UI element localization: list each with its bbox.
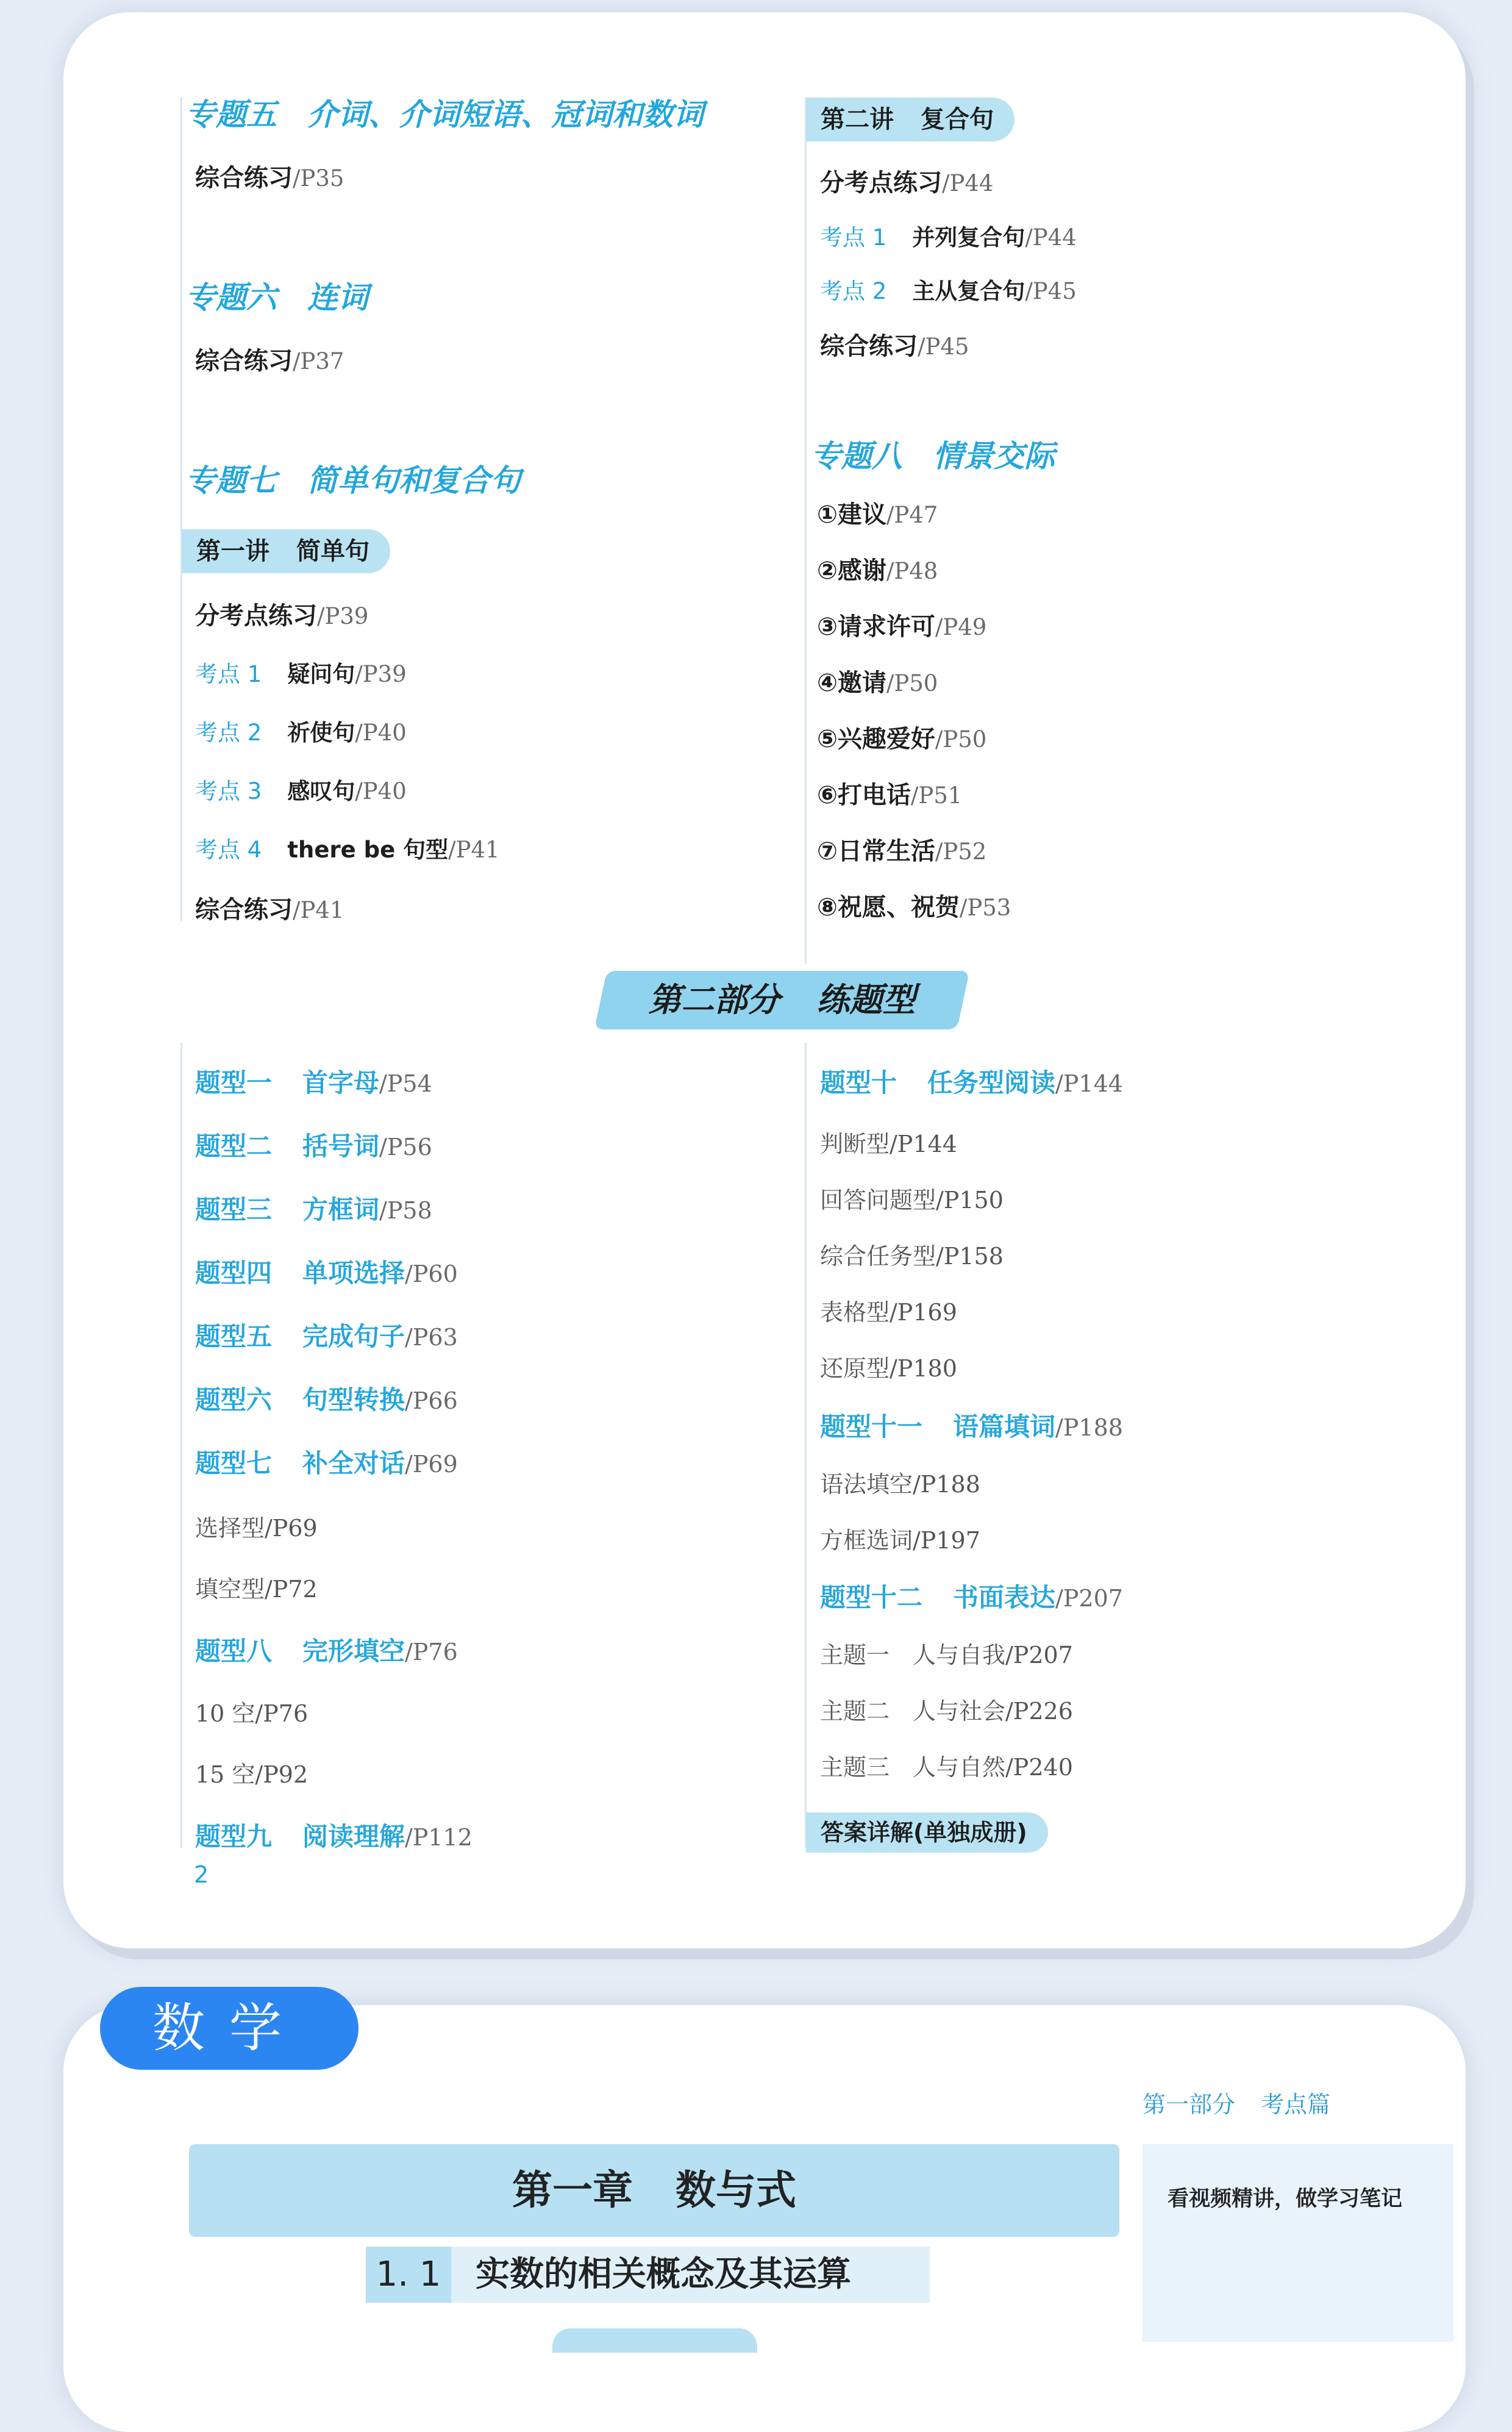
entry-page: /P48 bbox=[886, 558, 938, 584]
lecture-title: 简单句 bbox=[296, 537, 369, 565]
video-note-panel bbox=[1143, 2144, 1453, 2342]
scene-name: ⑧祝愿、祝贺 bbox=[817, 893, 960, 921]
entry-page: /P45 bbox=[1025, 278, 1077, 304]
entry-page: /P50 bbox=[886, 670, 938, 696]
subject-tab-math[interactable]: 数学 bbox=[100, 1987, 358, 2070]
entry-page: /P58 bbox=[379, 1197, 432, 1224]
chapter-title: 数与式 bbox=[676, 2167, 796, 2214]
toc-entry-scene[interactable] bbox=[817, 893, 1011, 923]
point-label: 考点 4 bbox=[195, 837, 262, 863]
question-type-label bbox=[820, 1412, 1055, 1442]
entry-page: /P44 bbox=[942, 170, 994, 196]
part-2-banner[interactable] bbox=[601, 971, 963, 1029]
topic-label: 专题八 bbox=[811, 438, 902, 474]
question-type-heading[interactable] bbox=[195, 1822, 472, 1852]
banner-title: 练题型 bbox=[816, 981, 916, 1019]
entry-label: 综合练习 bbox=[195, 164, 293, 192]
question-type-heading[interactable] bbox=[195, 1195, 432, 1225]
toc-entry-point-practice[interactable] bbox=[820, 168, 993, 198]
question-type-label bbox=[195, 1068, 379, 1098]
scene-name: ⑤兴趣爱好 bbox=[817, 725, 935, 753]
type-title: 首字母 bbox=[302, 1068, 380, 1098]
topic-title: 简单句和复合句 bbox=[307, 463, 521, 498]
toc-entry-scene[interactable] bbox=[817, 781, 962, 810]
toc-entry-practice[interactable] bbox=[195, 163, 344, 193]
entry-page: /P69 bbox=[405, 1451, 458, 1478]
question-type-heading[interactable] bbox=[195, 1259, 458, 1289]
question-type-label bbox=[195, 1322, 405, 1351]
lecture-label: 第二讲 bbox=[821, 106, 894, 134]
question-subtype-entry[interactable]: 判断型/P144 bbox=[820, 1131, 957, 1157]
question-type-label bbox=[195, 1385, 405, 1415]
toc-entry-point-practice[interactable] bbox=[195, 601, 368, 631]
question-subtype-entry[interactable]: 还原型/P180 bbox=[820, 1355, 957, 1382]
question-type-heading[interactable] bbox=[195, 1637, 458, 1667]
point-label: 考点 1 bbox=[195, 661, 262, 687]
question-type-heading[interactable] bbox=[195, 1449, 458, 1479]
point-label: 考点 1 bbox=[820, 224, 887, 251]
question-type-label bbox=[195, 1195, 379, 1225]
topic-title: 介词、介词短语、冠词和数词 bbox=[307, 97, 704, 132]
entry-page: /P39 bbox=[355, 661, 407, 687]
point-name: 主从复合句 bbox=[912, 278, 1025, 304]
toc-entry-scene[interactable] bbox=[817, 724, 986, 754]
question-subtype-entry[interactable]: 10 空/P76 bbox=[195, 1700, 308, 1727]
type-title: 完形填空 bbox=[302, 1636, 405, 1666]
type-title: 书面表达 bbox=[953, 1583, 1056, 1612]
lecture-2-pill[interactable] bbox=[806, 98, 1015, 141]
entry-page: /P35 bbox=[293, 165, 344, 191]
breadcrumb-section[interactable]: 考点篇 bbox=[1261, 2091, 1331, 2118]
scene-name: ④邀请 bbox=[817, 669, 886, 697]
section-heading bbox=[366, 2247, 930, 2303]
question-subtype-entry[interactable]: 主题一 人与自我/P207 bbox=[820, 1642, 1073, 1668]
entry-page: /P66 bbox=[405, 1387, 458, 1414]
entry-page: /P76 bbox=[405, 1639, 458, 1665]
toc-entry-practice[interactable] bbox=[820, 332, 969, 362]
type-number: 题型十 bbox=[820, 1068, 897, 1098]
entry-label: 综合练习 bbox=[820, 332, 918, 360]
entry-page: /P188 bbox=[1055, 1414, 1123, 1441]
question-subtype-entry[interactable]: 选择型/P69 bbox=[195, 1515, 318, 1542]
topic-title: 情景交际 bbox=[933, 438, 1055, 474]
section-number: 1. 1 bbox=[366, 2247, 451, 2303]
type-number: 题型九 bbox=[195, 1822, 273, 1851]
toc-entry-point[interactable] bbox=[195, 777, 407, 806]
entry-page: /P53 bbox=[959, 895, 1011, 921]
entry-page: /P112 bbox=[405, 1824, 472, 1851]
toc-entry-practice[interactable] bbox=[195, 346, 344, 376]
topic-7-heading[interactable] bbox=[185, 462, 521, 499]
question-subtype-entry[interactable]: 综合任务型/P158 bbox=[820, 1243, 1004, 1270]
type-number: 题型一 bbox=[195, 1068, 273, 1098]
question-type-heading[interactable] bbox=[195, 1068, 432, 1098]
entry-page: /P54 bbox=[379, 1070, 432, 1097]
divider-left-top bbox=[180, 98, 182, 921]
entry-label: 分考点练习 bbox=[820, 169, 942, 197]
scene-name: ①建议 bbox=[817, 501, 886, 529]
entry-page: /P56 bbox=[379, 1134, 432, 1161]
type-title: 方框词 bbox=[302, 1195, 380, 1225]
type-number: 题型六 bbox=[195, 1385, 273, 1415]
question-type-label bbox=[195, 1131, 379, 1161]
toc-entry-scene[interactable] bbox=[817, 556, 938, 586]
section-title: 实数的相关概念及其运算 bbox=[476, 2255, 851, 2294]
toc-entry-point[interactable] bbox=[195, 835, 500, 865]
toc-entry-point[interactable] bbox=[820, 223, 1077, 252]
question-subtype-entry[interactable]: 主题三 人与自然/P240 bbox=[820, 1754, 1073, 1781]
point-name: 并列复合句 bbox=[912, 224, 1025, 251]
type-title: 补全对话 bbox=[302, 1448, 405, 1478]
type-title: 括号词 bbox=[302, 1131, 380, 1161]
question-type-label bbox=[195, 1258, 405, 1288]
type-title: 完成句子 bbox=[302, 1322, 405, 1351]
question-type-label bbox=[820, 1583, 1055, 1612]
question-type-heading[interactable] bbox=[195, 1386, 458, 1415]
type-number: 题型七 bbox=[195, 1448, 273, 1478]
topic-5-heading[interactable] bbox=[185, 96, 704, 133]
type-title: 阅读理解 bbox=[302, 1822, 405, 1851]
entry-page: /P47 bbox=[886, 502, 938, 528]
question-type-heading[interactable] bbox=[820, 1583, 1123, 1613]
entry-page: /P207 bbox=[1055, 1585, 1123, 1612]
entry-label: 分考点练习 bbox=[195, 602, 317, 630]
type-number: 题型十二 bbox=[820, 1583, 923, 1612]
question-type-heading[interactable] bbox=[195, 1132, 432, 1162]
topic-label: 专题七 bbox=[185, 463, 277, 498]
entry-page: /P63 bbox=[405, 1324, 458, 1351]
divider-right-top bbox=[805, 98, 807, 964]
topic-title: 连词 bbox=[307, 280, 368, 315]
entry-page: /P41 bbox=[448, 837, 500, 863]
type-title: 单项选择 bbox=[302, 1258, 405, 1288]
entry-page: /P40 bbox=[355, 778, 407, 804]
entry-page: /P50 bbox=[935, 726, 987, 753]
breadcrumb-part[interactable]: 第一部分 bbox=[1143, 2091, 1236, 2118]
scene-name: ⑥打电话 bbox=[817, 781, 911, 809]
entry-page: /P49 bbox=[935, 614, 987, 640]
entry-page: /P44 bbox=[1025, 224, 1077, 251]
question-subtype-entry[interactable]: 15 空/P92 bbox=[195, 1761, 308, 1788]
toc-entry-scene[interactable] bbox=[817, 612, 986, 642]
toc-entry-point[interactable] bbox=[195, 718, 407, 748]
type-number: 题型二 bbox=[195, 1131, 273, 1161]
toc-entry-scene[interactable] bbox=[817, 837, 986, 867]
lecture-1-pill[interactable] bbox=[182, 529, 390, 573]
divider-right-bottom bbox=[805, 1043, 807, 1848]
type-number: 题型三 bbox=[195, 1195, 273, 1225]
question-type-heading[interactable] bbox=[195, 1322, 458, 1352]
type-number: 题型四 bbox=[195, 1258, 273, 1288]
toc-entry-point[interactable] bbox=[820, 277, 1077, 306]
toc-entry-scene[interactable] bbox=[817, 500, 938, 530]
type-title: 任务型阅读 bbox=[927, 1068, 1056, 1098]
point-name: 疑问句 bbox=[287, 661, 355, 687]
chapter-label: 第一章 bbox=[512, 2167, 633, 2214]
page-number: 2 bbox=[194, 1861, 209, 1888]
divider-left-bottom bbox=[180, 1043, 182, 1848]
type-title: 语篇填词 bbox=[953, 1412, 1056, 1442]
answer-booklet-pill[interactable] bbox=[806, 1812, 1048, 1853]
video-note-text[interactable]: 看视频精讲，做学习笔记 bbox=[1168, 2187, 1403, 2211]
question-subtype-entry[interactable]: 填空型/P72 bbox=[195, 1576, 318, 1603]
entry-label: 综合练习 bbox=[195, 347, 293, 375]
scene-name: ②感谢 bbox=[817, 557, 886, 585]
type-number: 题型五 bbox=[195, 1322, 273, 1351]
entry-page: /P52 bbox=[935, 839, 987, 865]
lecture-title: 复合句 bbox=[921, 106, 994, 134]
entry-page: /P39 bbox=[317, 603, 369, 629]
topic-label: 专题五 bbox=[185, 97, 277, 132]
entry-page: /P45 bbox=[918, 334, 969, 360]
toc-entry-point[interactable] bbox=[195, 660, 407, 689]
point-name: 祈使句 bbox=[287, 720, 355, 746]
type-number: 题型八 bbox=[195, 1636, 273, 1666]
topic-6-heading[interactable] bbox=[185, 279, 368, 316]
point-label: 考点 3 bbox=[195, 778, 262, 804]
point-label: 考点 2 bbox=[820, 278, 887, 304]
type-title: 句型转换 bbox=[302, 1385, 405, 1415]
chapter-heading bbox=[189, 2144, 1119, 2237]
question-subtype-entry[interactable]: 主题二 人与社会/P226 bbox=[820, 1698, 1073, 1725]
scene-name: ⑦日常生活 bbox=[817, 837, 935, 865]
banner-label: 第二部分 bbox=[648, 981, 780, 1019]
question-type-label bbox=[195, 1448, 405, 1478]
entry-label: 综合练习 bbox=[195, 896, 293, 924]
entry-page: /P51 bbox=[910, 782, 963, 809]
entry-page: /P37 bbox=[293, 348, 344, 374]
lecture-label: 第一讲 bbox=[196, 537, 269, 565]
answer-pill-label: 答案详解(单独成册) bbox=[821, 1819, 1027, 1846]
point-name: there be 句型 bbox=[287, 837, 449, 863]
topic-label: 专题六 bbox=[185, 280, 277, 315]
question-subtype-entry[interactable]: 表格型/P169 bbox=[820, 1299, 957, 1326]
question-type-label bbox=[820, 1068, 1055, 1098]
question-subtype-entry[interactable]: 回答问题型/P150 bbox=[820, 1187, 1004, 1214]
topic-8-heading[interactable] bbox=[811, 438, 1055, 474]
breadcrumb bbox=[1143, 2086, 1330, 2119]
question-type-heading[interactable] bbox=[820, 1068, 1123, 1098]
question-type-heading[interactable] bbox=[820, 1412, 1123, 1442]
entry-page: /P60 bbox=[405, 1261, 458, 1287]
entry-page: /P40 bbox=[355, 720, 407, 746]
type-number: 题型十一 bbox=[820, 1412, 923, 1442]
toc-entry-practice[interactable] bbox=[195, 895, 344, 925]
point-label: 考点 2 bbox=[195, 720, 262, 746]
toc-entry-scene[interactable] bbox=[817, 668, 938, 698]
entry-page: /P41 bbox=[293, 897, 344, 923]
question-subtype-entry[interactable]: 方框选词/P197 bbox=[820, 1527, 980, 1554]
scene-name: ③请求许可 bbox=[817, 613, 935, 641]
question-type-label bbox=[195, 1636, 405, 1666]
entry-page: /P144 bbox=[1055, 1070, 1123, 1097]
point-name: 感叹句 bbox=[287, 778, 355, 804]
question-subtype-entry[interactable]: 语法填空/P188 bbox=[820, 1471, 980, 1498]
next-subheading-pill bbox=[552, 2328, 757, 2353]
question-type-label bbox=[195, 1822, 405, 1851]
